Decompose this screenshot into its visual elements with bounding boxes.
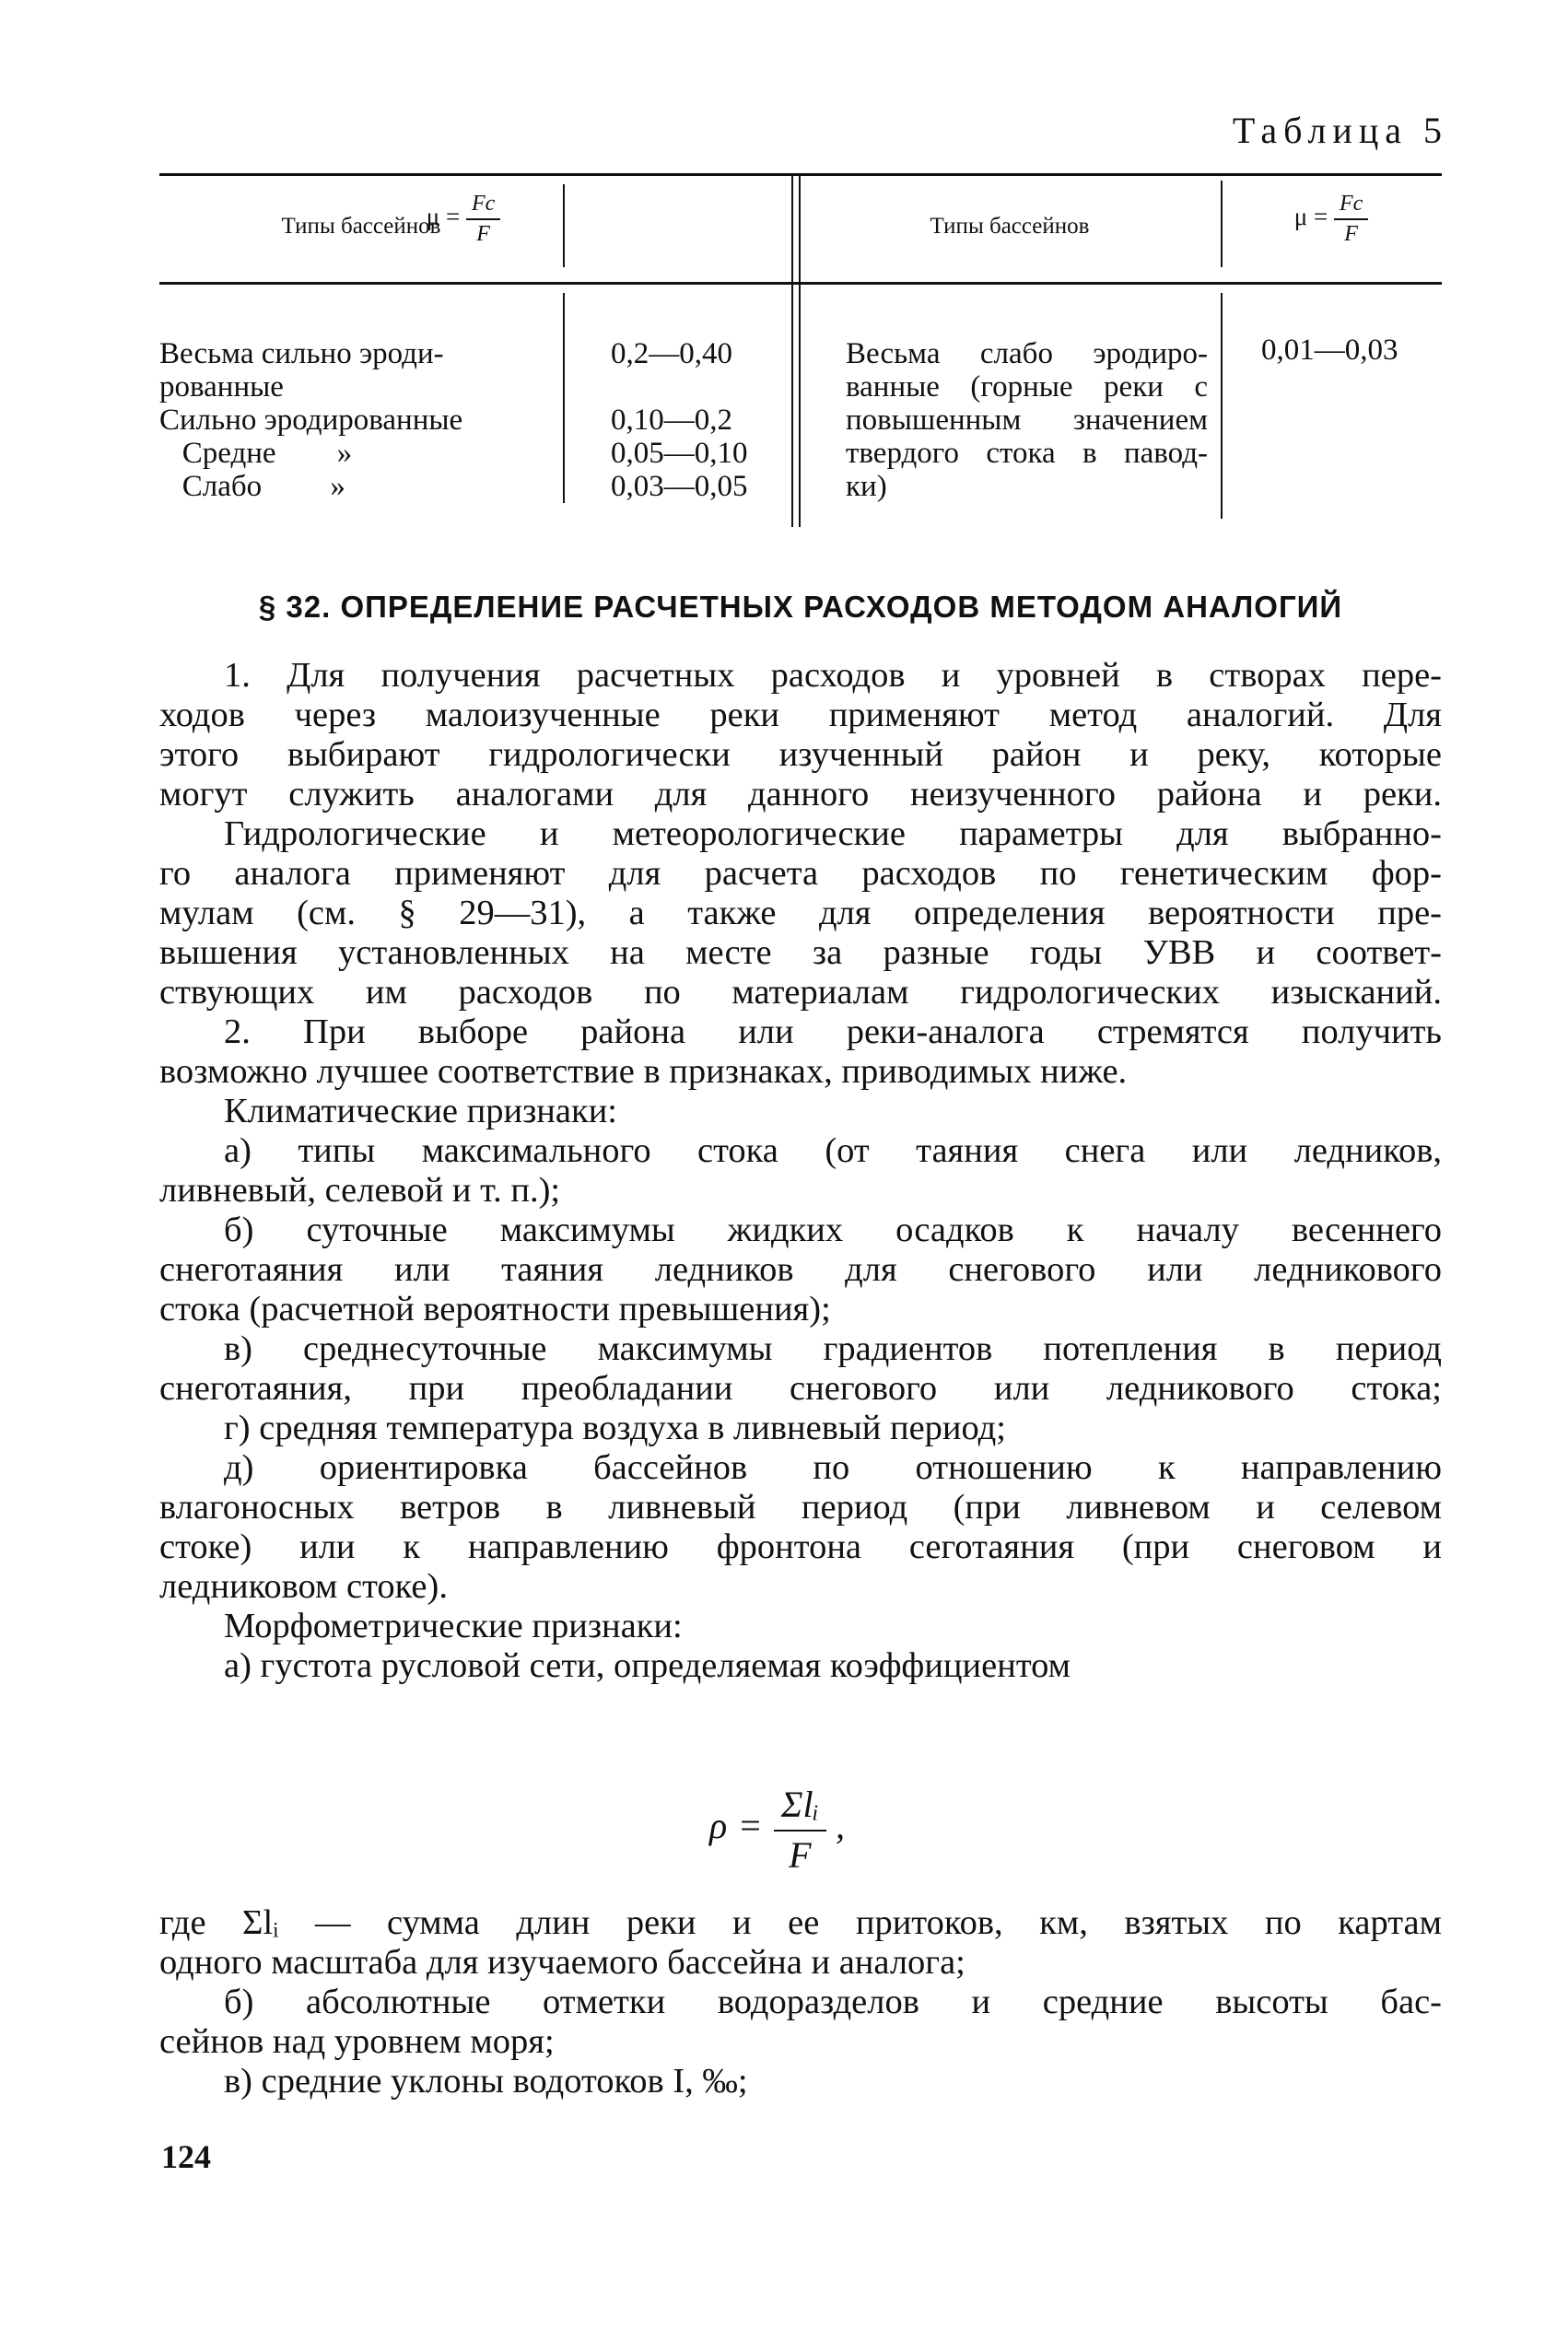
right-basin-type [846,337,1208,503]
text-line: ледниковом стоке). [159,1567,448,1606]
formula-tail: , [835,1805,845,1847]
text-line: одного масштаба для изучаемого бассейна и аналога; [159,1943,965,1982]
fraction-numerator: Fс [466,192,500,220]
formula-fraction [774,1783,826,1877]
right-type-line: ки) [846,470,887,503]
fraction [1334,192,1368,247]
text-line: влагоносных ветров в ливневый период (при ливневом и селевом [159,1488,1442,1527]
text-line: 2. При выборе района или реки-аналога стремятся получить [224,1012,1442,1051]
text-line: Гидрологические и метеорологические параметры для выбранно- [224,814,1442,853]
section-title: § 32. ОПРЕДЕЛЕНИЕ РАСЧЕТНЫХ РАСХОДОВ МЕТОДОМ АНАЛОГИЙ [258,590,1343,624]
text-line: ходов через малоизученные реки применяют метод аналогий. Для [159,696,1442,734]
list-item [159,1409,1442,1448]
list-item [159,1211,1442,1329]
text-line: б) суточные максимумы жидких осадков к началу весеннего [224,1211,1442,1249]
subheading-morphometric: Морфометрические признаки: [224,1607,683,1645]
mu-symbol: μ = [426,203,461,231]
body-text [159,656,1442,1686]
table-header-rule [159,282,1442,285]
text-line: сейнов над уровнем моря; [159,2022,555,2061]
text-line: возможно лучшее соответствие в признаках, приводимых ниже. [159,1052,1128,1091]
text-line: ливневый, селевой и т. п.); [159,1171,561,1210]
list-item [159,1131,1442,1211]
text-line: в) среднесуточные максимумы градиентов потепления в период [224,1329,1442,1368]
text-line: мулам (см. § 29—31), а также для определения вероятности пре- [159,894,1442,932]
paragraph [159,1012,1442,1092]
text-line: этого выбирают гидрологически изученный район и реку, которые [159,735,1442,774]
text-line: ствующих им расходов по материалам гидрологических изысканий. [159,973,1442,1012]
paragraph [159,656,1442,814]
text-line: д) ориентировка бассейнов по отношению к направлению [224,1448,1442,1487]
table-divider [1221,293,1223,519]
text-line: стоке) или к направлению фронтона сеготаяния (при снеговом и [159,1527,1442,1566]
right-mu-value: 0,01—0,03 [1261,334,1398,367]
formula-equals: = [740,1805,761,1847]
right-type-line: Весьма слабо эродиро- [846,337,1208,370]
table-5 [159,173,1442,537]
list-item [159,1983,1442,2062]
right-type-line: твердого стока в павод- [846,437,1208,470]
fraction-denominator: F [1344,222,1358,246]
mu-symbol: μ = [1293,203,1328,231]
body-text-continued [159,1903,1442,2101]
density-formula [709,1783,845,1877]
right-type-line: ванные (горные реки с [846,370,1208,404]
text-line: б) абсолютные отметки водоразделов и средние высоты бас- [224,1983,1442,2021]
formula-numerator: Σlᵢ [774,1783,826,1832]
list-item [159,1448,1442,1607]
text-line: где Σlᵢ — сумма длин реки и ее притоков, км, взятых по картам [159,1903,1442,1942]
subheading-climatic: Климатические признаки: [224,1092,617,1130]
table-divider [791,175,793,527]
fraction-denominator: F [476,222,490,246]
page-number: 124 [161,2138,211,2175]
list-item: а) густота русловой сети, определяемая коэффициентом [224,1646,1071,1685]
left-basin-types: Весьма сильно эроди- рованные Сильно эродированные Средне » Слабо » [159,337,463,503]
paragraph [159,1903,1442,1983]
text-line: вышения установленных на месте за разные годы УВВ и соответ- [159,933,1442,972]
table-divider [563,293,565,503]
text-line: стока (расчетной вероятности превышения); [159,1290,831,1328]
right-type-line: повышенным значением [846,404,1208,437]
table-divider [563,184,565,267]
header-mu-formula-right [1221,192,1442,247]
text-line: го аналога применяют для расчета расходов по генетическим фор- [159,854,1442,893]
header-basin-types-left: Типы бассейнов [281,214,441,239]
table-label: Таблица 5 [1232,110,1448,151]
text-line: 1. Для получения расчетных расходов и уровней в створах пере- [224,656,1442,695]
list-item: в) средние уклоны водотоков I, ‰; [224,2062,748,2101]
paragraph [159,814,1442,1012]
formula-lhs: ρ [709,1805,728,1847]
text-line: а) типы максимального стока (от таяния снега или ледников, [224,1131,1442,1170]
text-line: снеготаяния, при преобладании снегового или ледникового стока; [159,1369,1442,1408]
fraction-numerator: Fс [1334,192,1368,220]
text-line: могут служить аналогами для данного неизученного района и реки. [159,775,1442,813]
header-mu-formula-left [364,192,563,247]
formula-denominator: F [789,1834,812,1876]
text-line: г) средняя температура воздуха в ливневый период; [224,1409,1006,1447]
list-item [159,1329,1442,1409]
table-top-rule [159,173,1442,176]
fraction [466,192,500,247]
header-basin-types-right: Типы бассейнов [930,214,1090,239]
left-mu-values: 0,2—0,40 0,10—0,2 0,05—0,10 0,03—0,05 [611,337,748,503]
text-line: снеготаяния или таяния ледников для снегового или ледникового [159,1250,1442,1289]
